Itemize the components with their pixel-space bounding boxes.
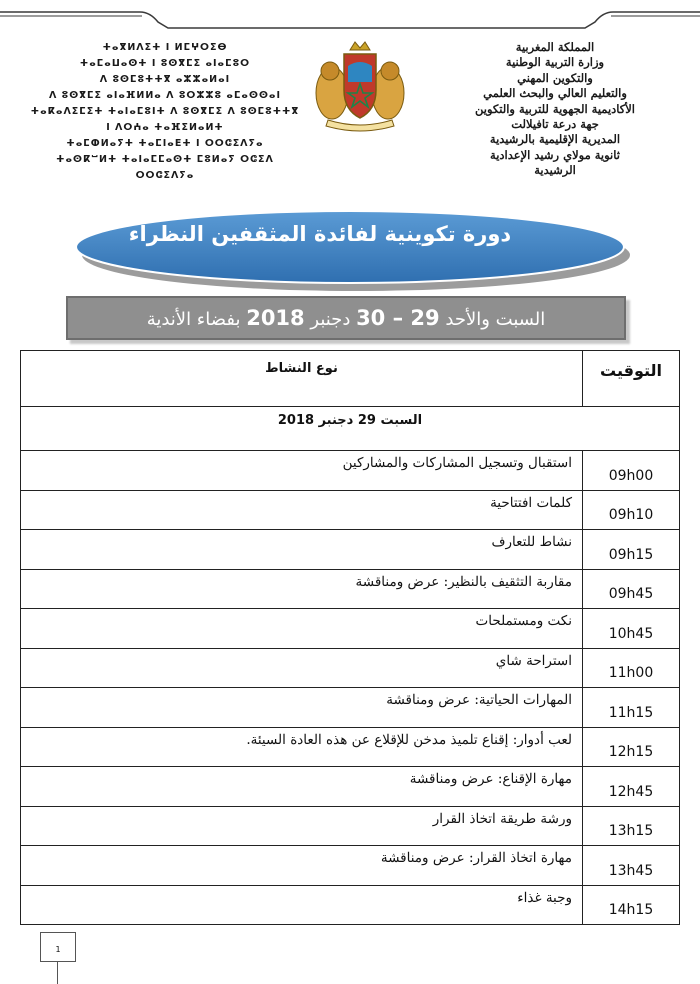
date-prefix: السبت والأحد	[445, 309, 546, 330]
header-arabic-line: ثانوية مولاي رشيد الإعدادية	[490, 147, 620, 162]
header-arabic-line: والتعليم العالي والبحث العلمي	[483, 86, 627, 101]
time-cell: 11h00	[583, 648, 680, 688]
header-arabic-line: جهة درعة تافيلالت	[511, 117, 599, 132]
header-tifinagh-line: ⵜⴰⵙⴽⵯⵍⵜ ⵜⴰⵏⴰⵎⵎⴰⵙⵜ ⵎⵓⵍⴰⵢ ⵔⵛⵉⴷ	[56, 154, 274, 165]
table-row	[21, 648, 680, 688]
table-row	[21, 490, 680, 530]
time-cell: 13h45	[583, 846, 680, 886]
table-row	[21, 885, 680, 925]
time-cell: 13h15	[583, 806, 680, 846]
table-row	[21, 569, 680, 609]
date-days: 29 – 30	[356, 306, 440, 330]
header-arabic-line: والتكوين المهني	[517, 70, 593, 85]
date-month: دجنبر	[310, 309, 351, 330]
table-row	[21, 767, 680, 807]
header-tifinagh-line: ⵔⵔⵛⵉⴷⵢⴰ	[135, 170, 195, 181]
header-arabic-block	[425, 40, 685, 179]
activity-cell: كلمات افتتاحية	[21, 490, 583, 530]
header-arabic-line: الأكاديمية الجهوية للتربية والتكوين	[474, 101, 635, 116]
time-cell: 12h15	[583, 727, 680, 767]
day-label: السبت 29 دجنبر 2018	[21, 407, 680, 451]
schedule-table	[20, 350, 680, 925]
header-tifinagh-line: ⴷ ⵓⵙⴳⵎⵉ ⴰⵏⴰⴼⵍⵍⴰ ⴷ ⵓⵔⵣⵣⵓ ⴰⵎⴰⵙⵙⴰⵏ	[48, 90, 281, 101]
header-tifinagh-line: ⵜⴰⵎⵀⵍⴰⵢⵜ ⵜⴰⵎⵏⴰⴹⵜ ⵏ ⵔⵔⵛⵉⴷⵢⴰ	[66, 138, 264, 149]
activity-cell: ورشة طريقة اتخاذ القرار	[21, 806, 583, 846]
table-row	[21, 609, 680, 649]
activity-cell: مهارة اتخاذ القرار: عرض ومناقشة	[21, 846, 583, 886]
table-header-row	[21, 351, 680, 407]
activity-cell: مهارة الإقناع: عرض ومناقشة	[21, 767, 583, 807]
header-arabic-line: المملكة المغربية	[515, 40, 595, 54]
page-title: دورة تكوينية لفائدة المثقفين النظراء	[128, 222, 512, 246]
activity-cell: استقبال وتسجيل المشاركات والمشاركين	[21, 451, 583, 491]
header-tifinagh-line: ⵜⴰⵎⴰⵡⴰⵙⵜ ⵏ ⵓⵙⴳⵎⵉ ⴰⵏⴰⵎⵓⵔ	[79, 58, 251, 69]
header-arabic-line: وزارة التربية الوطنية	[505, 55, 605, 70]
table-row	[21, 727, 680, 767]
time-cell: 09h45	[583, 569, 680, 609]
title-oval	[70, 205, 635, 295]
page-number-box	[40, 932, 76, 962]
activity-cell: لعب أدوار: إقناع تلميذ مدخن للإقلاع عن هذه العادة السيئة.	[21, 727, 583, 767]
page-number-connector	[57, 962, 58, 984]
day-row	[21, 407, 680, 451]
date-year: 2018	[246, 306, 305, 330]
activity-cell: نكت ومستملحات	[21, 609, 583, 649]
table-row	[21, 530, 680, 570]
time-cell: 09h00	[583, 451, 680, 491]
header-tifinagh-line: ⴷ ⵓⵙⵎⵓⵜⵜⴳ ⴰⵣⵣⴰⵍⴰⵏ	[99, 74, 231, 85]
time-cell: 11h15	[583, 688, 680, 728]
header-tifinagh-line: ⵜⴰⴽⴰⴷⵉⵎⵉⵜ ⵜⴰⵏⴰⵎⵓⵏⵜ ⴷ ⵓⵙⴳⵎⵉ ⴷ ⵓⵙⵎⵓⵜⵜⴳ	[30, 106, 300, 117]
activity-cell: استراحة شاي	[21, 648, 583, 688]
date-suffix: بفضاء الأندية	[146, 309, 241, 330]
header-tifinagh-block	[30, 40, 300, 184]
coat-of-arms-emblem	[300, 38, 420, 138]
time-cell: 14h15	[583, 885, 680, 925]
date-banner	[66, 296, 626, 340]
activity-cell: مقاربة التثقيف بالنظير: عرض ومناقشة	[21, 569, 583, 609]
activity-cell: نشاط للتعارف	[21, 530, 583, 570]
time-cell: 09h10	[583, 490, 680, 530]
date-banner-text	[68, 306, 624, 330]
table-row	[21, 451, 680, 491]
header-activity: نوع النشاط	[21, 351, 583, 407]
header-arabic-line: المديرية الإقليمية بالرشيدية	[489, 132, 621, 147]
time-cell: 12h45	[583, 767, 680, 807]
header-arabic-line: الرشيدية	[534, 163, 576, 178]
header-tifinagh-line: ⵏ ⴷⵔⵄⴰ ⵜⴰⴼⵉⵍⴰⵍⵜ	[106, 122, 224, 133]
header-tifinagh-line: ⵜⴰⴳⵍⴷⵉⵜ ⵏ ⵍⵎⵖⵔⵉⴱ	[102, 42, 228, 53]
header-time: التوقيت	[583, 351, 680, 407]
time-cell: 09h15	[583, 530, 680, 570]
activity-cell: وجبة غذاء	[21, 885, 583, 925]
header-decorative-rule	[0, 0, 700, 30]
table-row	[21, 806, 680, 846]
time-cell: 10h45	[583, 609, 680, 649]
table-row	[21, 846, 680, 886]
table-row	[21, 688, 680, 728]
page-number: 1	[55, 945, 61, 954]
activity-cell: المهارات الحياتية: عرض ومناقشة	[21, 688, 583, 728]
